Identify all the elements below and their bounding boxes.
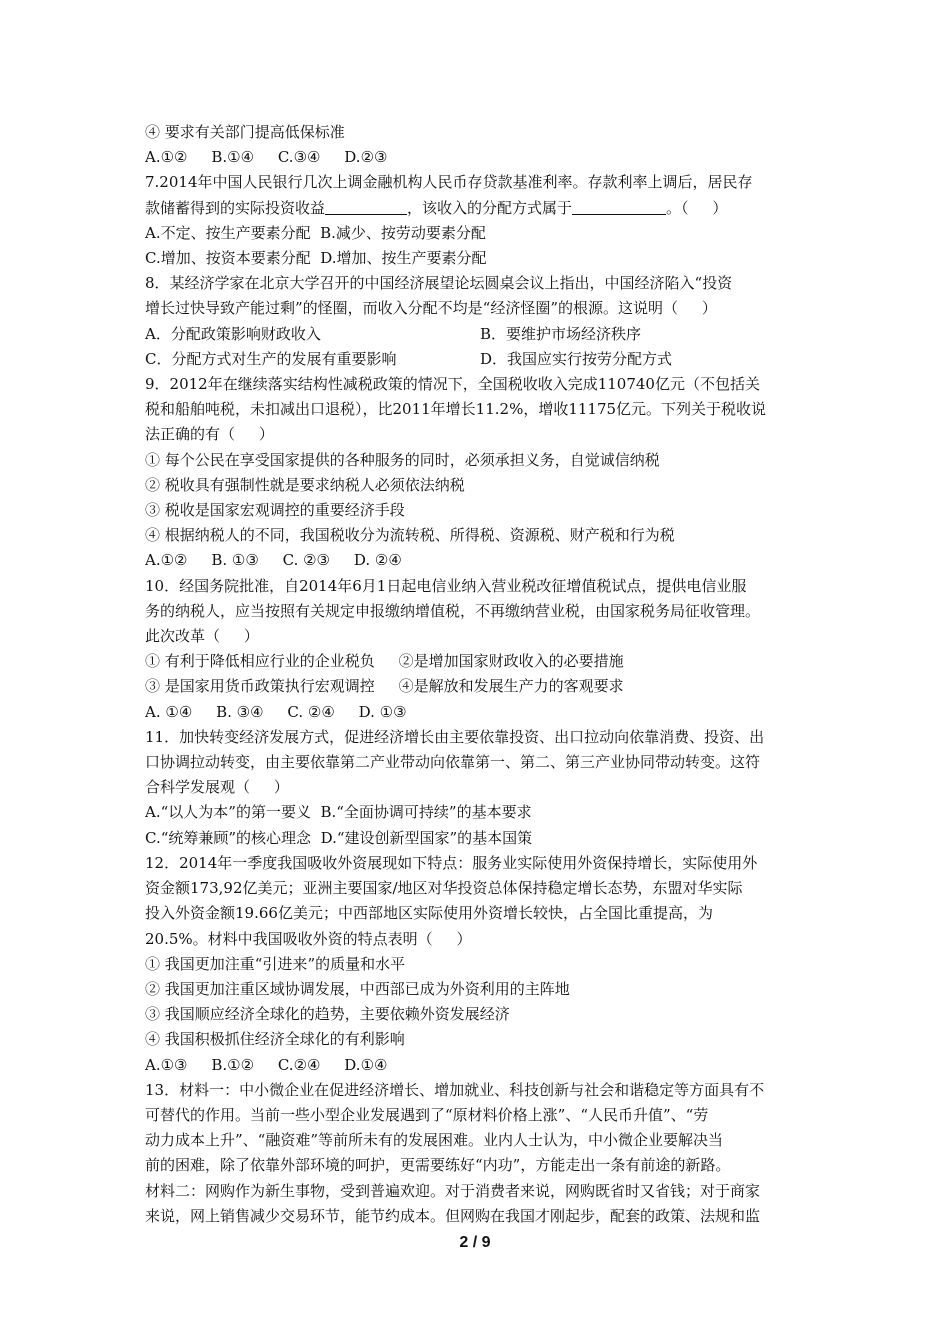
question-8-line2: 增长过快导致产能过剩”的怪圈，而收入分配不均是“经济怪圈”的根源。这说明（ ）: [145, 299, 717, 318]
fill-blank-1[interactable]: [325, 199, 407, 215]
answer-choices: C.“统筹兼顾”的核心理念 D.“建设创新型国家”的基本国策: [145, 828, 533, 847]
answer-row: [145, 347, 815, 372]
option-line: ② 我国更加注重区域协调发展，中西部已成为外资利用的主阵地: [145, 979, 570, 998]
choice-d: D．我国应实行按劳分配方式: [480, 349, 673, 368]
text-segment: 款储蓄得到的实际投资收益: [145, 198, 326, 217]
option-line: ③ 税收是国家宏观调控的重要经济手段: [145, 501, 405, 520]
question-11: 11．加快转变经济发展方式，促进经济增长由主要依靠投资、出口拉动向依靠消费、投资、出: [145, 727, 765, 746]
answer-row: [145, 322, 815, 347]
answer-choices: A.①② B. ①③ C. ②③ D. ②④: [145, 551, 402, 570]
option-line: ② 税收具有强制性就是要求纳税人必须依法纳税: [145, 475, 465, 494]
question-13: 13．材料一：中小微企业在促进经济增长、增加就业、科技创新与社会和谐稳定等方面具有不: [145, 1080, 765, 1099]
question-9-line2: 税和船舶吨税，未扣减出口退税），比2011年增长11.2%，增收11175亿元。下列关于税收说: [145, 400, 767, 419]
answer-choices: A.①② B.①④ C.③④ D.②③: [145, 148, 388, 167]
question-10: 10．经国务院批准，自2014年6月1日起电信业纳入营业税改征增值税试点，提供电信业服: [145, 576, 747, 595]
question-7: 7.2014年中国人民银行几次上调金融机构人民币存贷款基准利率。存款利率上调后，居民存: [145, 173, 753, 192]
question-10-line2: 务的纳税人，应当按照有关规定申报缴纳增值税，不再缴纳营业税，由国家税务局征收管理。: [145, 601, 761, 620]
question-13-line4: 前的困难，除了依靠外部环境的呵护，更需要练好“内功”，方能走出一条有前途的新路。: [145, 1156, 731, 1175]
choice-b: B．要维护市场经济秩序: [480, 324, 642, 343]
option-line: ① 有利于降低相应行业的企业税负 ②是增加国家财政收入的必要措施: [145, 652, 624, 671]
option-line: ① 每个公民在享受国家提供的各种服务的同时，必须承担义务，自觉诚信纳税: [145, 450, 660, 469]
question-7-line2: [145, 196, 815, 221]
option-line: ④ 我国积极抓住经济全球化的有利影响: [145, 1030, 405, 1049]
question-11-line3: 合科学发展观（ ）: [145, 778, 289, 797]
page-number: 2 / 9: [459, 1234, 491, 1251]
question-12: 12．2014年一季度我国吸收外资展现如下特点：服务业实际使用外资保持增长，实际使用外: [145, 853, 758, 872]
question-8: 8．某经济学家在北京大学召开的中国经济展望论坛圆桌会议上指出，中国经济陷入“投资: [145, 274, 733, 293]
question-9-line3: 法正确的有（ ）: [145, 425, 274, 444]
question-13-line3: 动力成本上升”、“融资难”等前所未有的发展困难。业内人士认为，中小微企业要解决当: [145, 1131, 724, 1150]
question-10-line3: 此次改革（ ）: [145, 627, 259, 646]
document-page: [145, 120, 815, 1229]
answer-choices: A.不定、按生产要素分配 B.减少、按劳动要素分配: [145, 223, 486, 242]
question-12-line2: 资金额173,92亿美元；亚洲主要国家/地区对华投资总体保持稳定增长态势，东盟对华实际: [145, 879, 743, 898]
text-segment: ，该收入的分配方式属于: [407, 198, 573, 217]
fill-blank-2[interactable]: [572, 199, 666, 215]
question-13-line6: 来说，网上销售减少交易环节，能节约成本。但网购在我国才刚起步，配套的政策、法规和监: [145, 1206, 761, 1225]
option-line: ③ 我国顺应经济全球化的趋势，主要依赖外资发展经济: [145, 1005, 510, 1024]
answer-choices: A. ①④ B. ③④ C. ②④ D. ①③: [145, 702, 407, 721]
answer-choices: C.增加、按资本要素分配 D.增加、按生产要素分配: [145, 249, 487, 268]
option-line: ① 我国更加注重“引进来”的质量和水平: [145, 954, 406, 973]
text-segment: 。（ ）: [666, 198, 728, 217]
question-9: 9．2012年在继续落实结构性减税政策的情况下，全国税收收入完成110740亿元（不包括关: [145, 375, 760, 394]
question-13-line2: 可替代的作用。当前一些小型企业发展遇到了“原材料价格上涨”、“人民币升值”、“劳: [145, 1105, 709, 1124]
question-13-line5: 材料二：网购作为新生事物，受到普遍欢迎。对于消费者来说，网购既省时又省钱；对于商家: [145, 1181, 761, 1200]
question-11-line2: 口协调拉动转变，由主要依靠第二产业带动向依靠第一、第二、第三产业协同带动转变。这符: [145, 753, 761, 772]
question-12-line3: 投入外资金额19.66亿美元；中西部地区实际使用外资增长较快，占全国比重提高，为: [145, 904, 713, 923]
answer-choices: A.①③ B.①② C.②④ D.①④: [145, 1055, 388, 1074]
option-line: ③ 是国家用货币政策执行宏观调控 ④是解放和发展生产力的客观要求: [145, 677, 624, 696]
question-12-line4: 20.5%。材料中我国吸收外资的特点表明（ ）: [145, 929, 472, 948]
choice-c: C．分配方式对生产的发展有重要影响: [145, 349, 397, 368]
option-line: ④ 根据纳税人的不同，我国税收分为流转税、所得税、资源税、财产税和行为税: [145, 526, 675, 545]
answer-choices: A.“以人为本”的第一要义 B.“全面协调可持续”的基本要求: [145, 803, 532, 822]
choice-a: A．分配政策影响财政收入: [145, 324, 321, 343]
option-line: ④ 要求有关部门提高低保标准: [145, 123, 345, 141]
